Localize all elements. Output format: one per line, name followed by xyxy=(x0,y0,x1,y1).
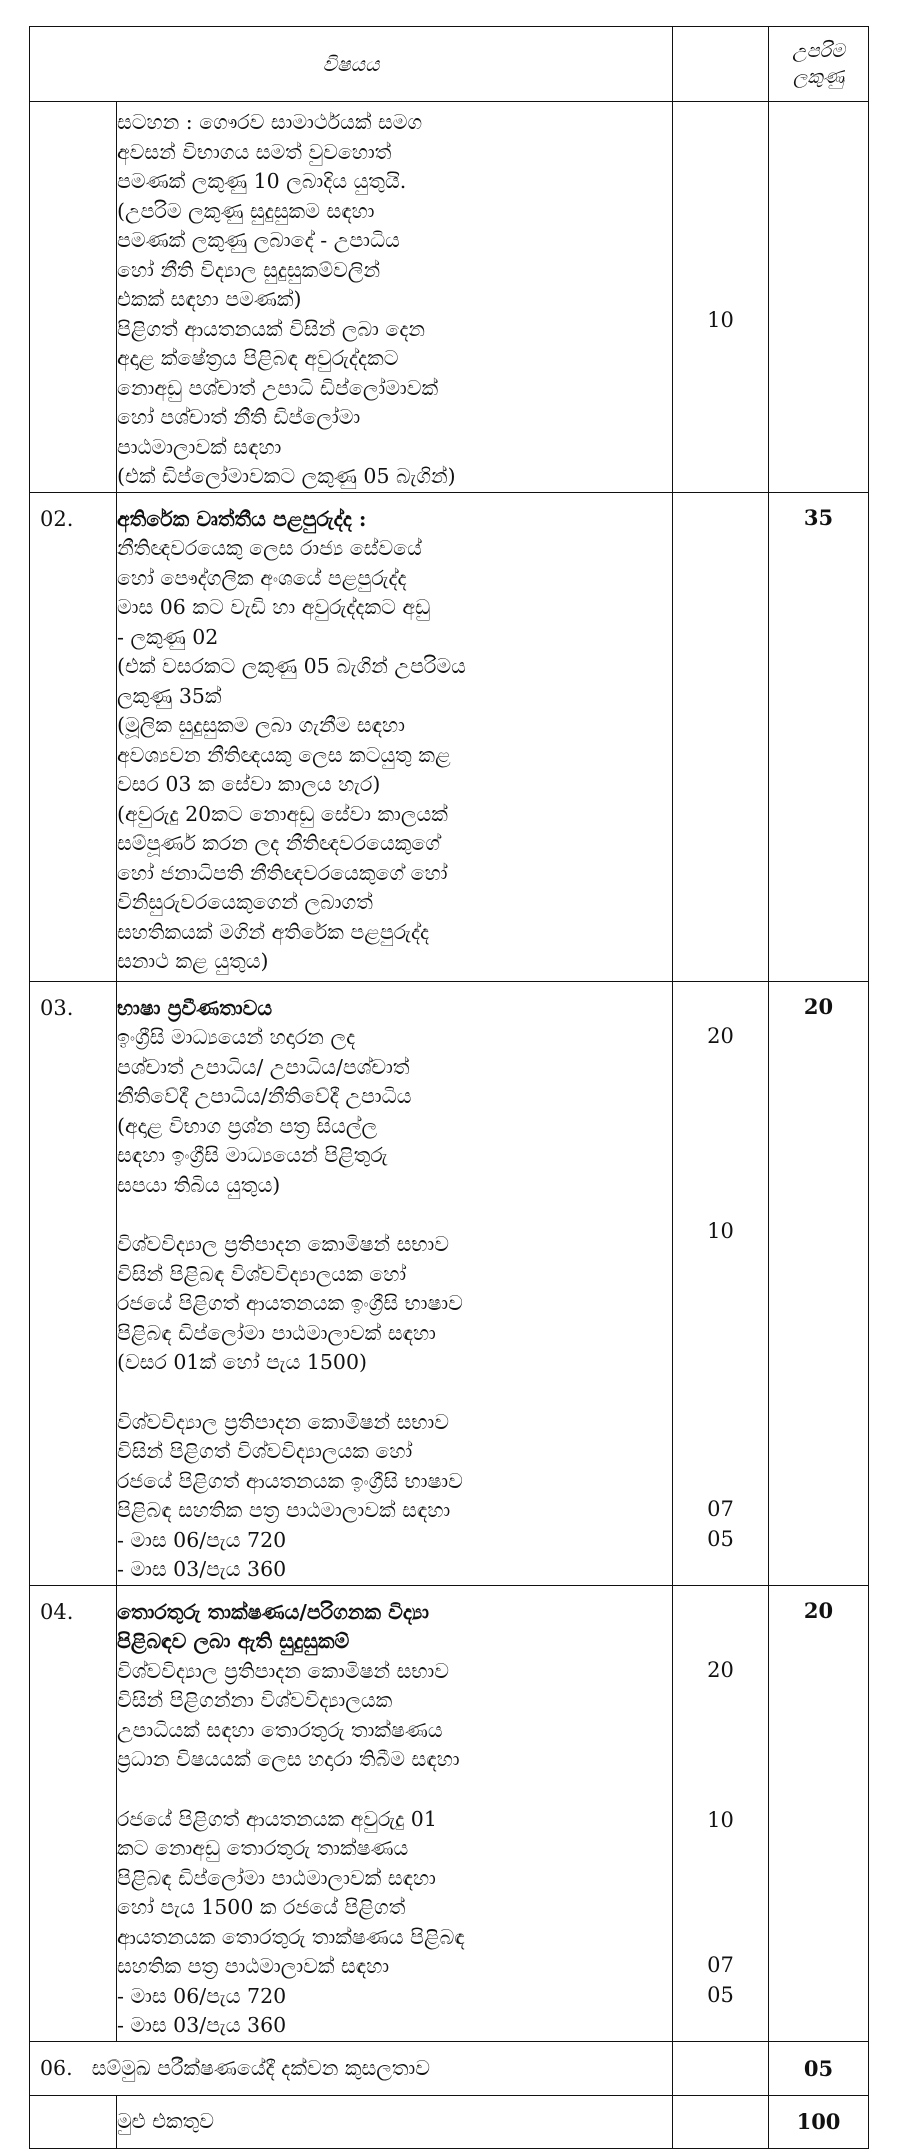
section03-line: පිළිබඳ සහතික පත්‍ර පාඨමාලාවක් සඳහා xyxy=(117,1498,451,1522)
header-row xyxy=(30,27,869,102)
section03-line: විසින් පිළිබඳ විශ්වවිද්‍යාලයක හෝ xyxy=(117,1261,407,1286)
section03-sub-marks xyxy=(673,981,769,1585)
total-label: මුළු එකතුව xyxy=(117,2095,673,2148)
section02-line: - ලකුණු 02 xyxy=(117,624,219,649)
section03-mark-block3-a: 07 xyxy=(707,1496,734,1521)
section04-line: - මාස 06/පැය 720 xyxy=(117,1983,287,2008)
section04-line: සහතික පත්‍ර පාඨමාලාවක් සඳහා xyxy=(117,1954,390,1978)
intro-line: හෝ නීති විද්‍යාල සුදුසුකම්වලින් xyxy=(117,257,381,282)
section02-sub-cell xyxy=(673,492,769,981)
section03-line: පශ්චාත් උපාධිය/ උපාධිය/පශ්චාත් xyxy=(117,1054,410,1079)
header-subject: විෂයය xyxy=(30,27,673,102)
table-row-03 xyxy=(30,981,869,1585)
section02-line: ලකුණු 35ක් xyxy=(117,683,222,708)
section02-line: හෝ ජනාධිපති නීතිඥවරයෙකුගේ හෝ xyxy=(117,860,448,885)
intro-line: (උපරිම ලකුණු සුදුසුකම සඳහා xyxy=(117,198,375,223)
intro-line: නොඅඩු පශ්චාත් උපාධි ඩිප්ලෝමාවක් xyxy=(117,375,439,400)
section03-line: විසින් පිළිගත් විශ්වවිද්‍යාලයක හෝ xyxy=(117,1439,413,1463)
section04-title: තොරතුරු තාක්ෂණය/පරිගනක විද්‍යා xyxy=(117,1599,429,1624)
section03-number: 03. xyxy=(30,981,117,1585)
header-max-line1: උපරිම xyxy=(792,40,845,62)
intro-max-cell xyxy=(769,102,869,493)
intro-line: එකක් සඳහා පමණක්) xyxy=(117,287,302,311)
intro-line: පමණක් ලකුණු 10 ලබාදිය යුතුයි. xyxy=(117,169,407,193)
section04-line: ප්‍රධාන විෂයයක් ලෙස හදාරා තිබීම සඳහා xyxy=(117,1747,460,1771)
section03-line: (වසර 01ක් හෝ පැය 1500) xyxy=(117,1350,368,1374)
section06-sub-cell xyxy=(673,2041,769,2095)
section03-line: රජයේ පිළිගත් ආයතනයක ඉංග්‍රීසි භාෂාව xyxy=(117,1468,463,1493)
intro-line: අදාළ ක්ෂේත්‍රය පිළිබඳ අවුරුද්දකට xyxy=(117,346,399,370)
section02-line: විනිසුරුවරයෙකුගෙන් ලබාගත් xyxy=(117,890,373,914)
intro-line: (එක් ඩිප්ලෝමාවකට ලකුණු 05 බැගින්) xyxy=(117,464,456,488)
marks-table xyxy=(29,26,869,2149)
intro-number-cell xyxy=(30,102,117,493)
section03-line: - මාස 03/පැය 360 xyxy=(117,1557,287,1581)
section04-line: හෝ පැය 1500 ක රජයේ පිළිගත් xyxy=(117,1895,406,1919)
section04-mark-block1: 20 xyxy=(707,1657,734,1682)
section02-line: වසර 03 ක සේවා කාලය හැර) xyxy=(117,772,381,796)
section03-line: සඳහා ඉංග්‍රීසි මාධ්‍යයෙන් පිළිතුරු xyxy=(117,1143,388,1167)
section03-line: (අදාළ විභාග ප්‍රශ්න පත්‍ර සියල්ල xyxy=(117,1113,378,1138)
section04-line: විසින් පිළිගන්නා විශ්වවිද්‍යාලයක xyxy=(117,1688,393,1712)
section02-description xyxy=(117,492,673,981)
section03-line: ඉංග්‍රීසි මාධ්‍යයෙන් හදාරන ලද xyxy=(117,1025,356,1049)
section06-cell xyxy=(30,2041,673,2095)
section02-line: සනාථ කළ යුතුය) xyxy=(117,949,269,973)
section04-sub-marks xyxy=(673,1585,769,2041)
intro-sub-mark-cell xyxy=(673,102,769,493)
section04-line: පිළිබඳ ඩිප්ලෝමා පාඨමාලාවක් සඳහා xyxy=(117,1865,436,1890)
section06-text: සම්මුඛ පරීක්ෂණයේදී දක්වන කුසලතාව xyxy=(91,2055,431,2080)
section04-description xyxy=(117,1585,673,2041)
section02-number: 02. xyxy=(30,492,117,981)
section03-line: විශ්වවිද්‍යාල ප්‍රතිපාදන කොමිෂන් සභාව xyxy=(117,1409,449,1434)
table-row-02 xyxy=(30,492,869,981)
section03-mark-block3-b: 05 xyxy=(707,1526,734,1551)
section03-mark-block2: 10 xyxy=(707,1218,734,1243)
table-row-04 xyxy=(30,1585,869,2041)
intro-line: පිළිගත් ආයතනයක් විසින් ලබා දෙන xyxy=(117,316,426,341)
section04-line: විශ්වවිද්‍යාල ප්‍රතිපාදන කොමිෂන් සභාව xyxy=(117,1658,449,1683)
section03-description xyxy=(117,981,673,1585)
section02-line: (එක් වසරකට ලකුණු 05 බැගින් උපරිමය xyxy=(117,654,466,678)
section02-line: හෝ පෞද්ගලික අංශයේ පළපුරුද්ද xyxy=(117,565,407,590)
intro-line: පාඨමාලාවක් සඳහා xyxy=(117,434,282,459)
section04-mark-block2: 10 xyxy=(707,1807,734,1832)
table-row-06 xyxy=(30,2041,869,2095)
section02-title: අතිරේක වෘත්තීය පළපුරුද්ද : xyxy=(117,506,367,531)
section04-number: 04. xyxy=(30,1585,117,2041)
header-empty xyxy=(673,27,769,102)
intro-line: හෝ පශ්චාත් නීති ඩිප්ලෝමා xyxy=(117,405,361,429)
section04-max-mark: 20 xyxy=(769,1585,869,2041)
section04-line: - මාස 03/පැය 360 xyxy=(117,2013,287,2037)
section03-mark-block1: 20 xyxy=(707,1023,734,1048)
intro-description xyxy=(117,102,673,493)
section04-line: රජයේ පිළිගත් ආයතනයක අවුරුදු 01 xyxy=(117,1806,437,1831)
intro-line: පමණක් ලකුණු ලබාදේ - උපාධිය xyxy=(117,228,400,252)
intro-line: සටහන : ගෞරව සාමාර්ථයක් සමග xyxy=(117,110,423,134)
section02-line: (අවුරුදු 20කට නොඅඩු සේවා කාලයක් xyxy=(117,801,448,826)
section03-max-mark: 20 xyxy=(769,981,869,1585)
section02-line: නීතිඥවරයෙකු ලෙස රාජ්‍ය සේවයේ xyxy=(117,536,422,560)
section06-number: 06. xyxy=(40,2055,73,2080)
section04-line: උපාධියක් සඳහා තොරතුරු තාක්ෂණය xyxy=(117,1717,443,1742)
section02-line: සහතිකයක් මගින් අතිරේක පළපුරුද්ද xyxy=(117,919,430,944)
section03-line: විශ්වවිද්‍යාල ප්‍රතිපාදන කොමිෂන් සභාව xyxy=(117,1232,449,1256)
section04-line: කට නොඅඩු තොරතුරු තාක්ෂණය xyxy=(117,1836,409,1860)
section04-line: ආයතනයක තොරතුරු තාක්ෂණය පිළිබඳ xyxy=(117,1924,465,1949)
section04-mark-block2-a: 07 xyxy=(707,1952,734,1977)
table-row-intro xyxy=(30,102,869,493)
section04-title: පිළිබඳව ලබා ඇති සුදුසුකම් xyxy=(117,1629,350,1653)
section02-line: අවශ්‍යවන නීතිඥයකු ලෙස කටයුතු කළ xyxy=(117,742,451,767)
section03-line: නීතිවේදී උපාධිය/නීතිවේදී උපාධිය xyxy=(117,1084,412,1108)
total-value: 100 xyxy=(769,2095,869,2148)
section03-line: රජයේ පිළිගත් ආයතනයක ඉංග්‍රීසි භාෂාව xyxy=(117,1291,463,1315)
section03-line: පිළිබඳ ඩිප්ලෝමා පාඨමාලාවක් සඳහා xyxy=(117,1320,436,1345)
intro-line: අවසන් විභාගය සමත් වුවහොත් xyxy=(117,139,392,164)
section03-title: භාෂා ප්‍රවීණතාවය xyxy=(117,995,273,1020)
section04-mark-block2-b: 05 xyxy=(707,1982,734,2007)
section02-max-mark: 35 xyxy=(769,492,869,981)
section02-line: මාස 06 කට වැඩි හා අවුරුද්දකට අඩු xyxy=(117,595,431,619)
section06-max-mark: 05 xyxy=(769,2041,869,2095)
header-max-marks xyxy=(769,27,869,102)
section03-line: සපයා තිබිය යුතුය) xyxy=(117,1172,281,1197)
section03-line: - මාස 06/පැය 720 xyxy=(117,1527,287,1552)
intro-sub-mark: 10 xyxy=(707,308,734,332)
section02-line: සම්පූර්ණ කරන ලද නීතිඥවරයෙකුගේ xyxy=(117,831,440,855)
section02-line: (මූලික සුදුසුකම ලබා ගැනීම සඳහා xyxy=(117,713,405,737)
header-max-line2: ලකුණු xyxy=(792,66,845,88)
